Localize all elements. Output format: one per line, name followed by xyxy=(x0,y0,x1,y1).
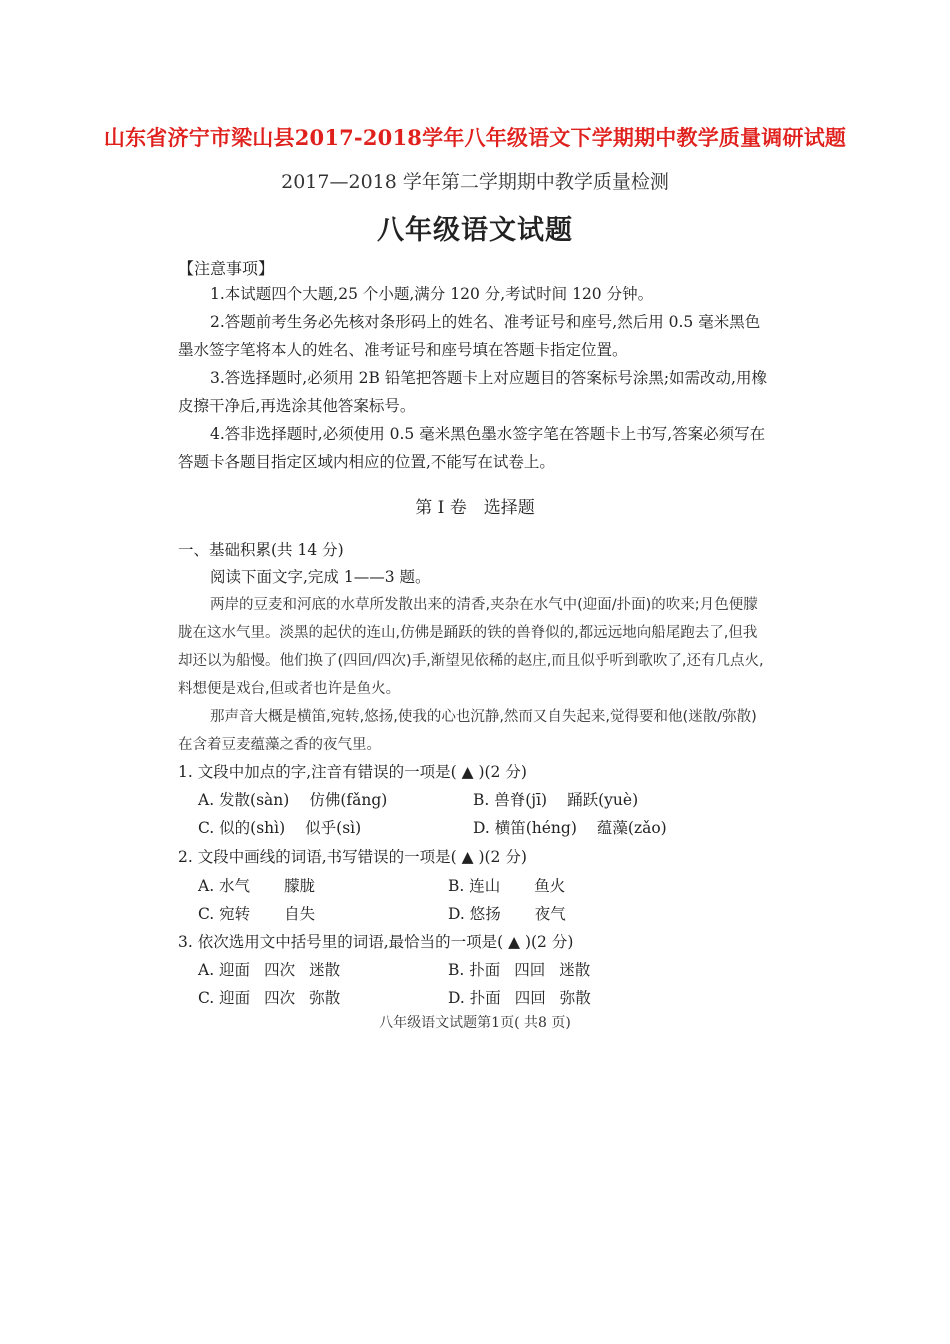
option-d-word-2: 蕴藻(zǎo) xyxy=(596,819,667,837)
option-d-word-1: D. 横笛(héng) xyxy=(473,819,577,837)
option-d-word-1: D. 悠扬 xyxy=(448,905,501,923)
option-a-word-3: 迷散 xyxy=(309,961,341,979)
reading-passage-paragraph-1: 两岸的豆麦和河底的水草所发散出来的清香,夹杂在水气中(迎面/扑面)的吹来;月色便朦胧在这水气里。淡黑的起伏的连山,仿佛是踊跃的铁的兽脊似的,都远远地向船尾跑去了,但我却还以为船慢。他们换了(四回/四次)手,渐望见依稀的赵庄,而且似乎听到歌吹了,还有几点火,料想便是戏台,但或者也许是鱼火。 xyxy=(178,597,764,697)
option-b-word-2: 鱼火 xyxy=(534,877,566,895)
question-2-option-a xyxy=(198,874,315,896)
part-heading: 一、基础积累(共 14 分) xyxy=(178,541,344,559)
option-a-word-2: 仿佛(fǎng) xyxy=(309,791,388,809)
question-3-option-b xyxy=(448,958,590,980)
notice-item-2: 2.答题前考生务必先核对条形码上的姓名、准考证号和座号,然后用 0.5 毫米黑色墨水签字笔将本人的姓名、准考证号和座号填在答题卡指定位置。 xyxy=(178,313,761,359)
option-c-word-2: 自失 xyxy=(284,905,316,923)
question-2-option-d xyxy=(448,902,566,924)
option-c-word-3: 弥散 xyxy=(309,989,341,1007)
option-d-word-1: D. 扑面 xyxy=(448,989,501,1007)
option-c-word-1: C. 迎面 xyxy=(198,989,251,1007)
question-1-option-a xyxy=(198,788,387,810)
question-1-option-b xyxy=(473,788,638,810)
option-b-word-2: 四回 xyxy=(514,961,546,979)
page-footer: 八年级语文试题第1页( 共8 页) xyxy=(379,1015,571,1031)
question-3-option-d xyxy=(448,986,591,1008)
question-1-stem: 1. 文段中加点的字,注音有错误的一项是( ▲ )(2 分) xyxy=(178,763,527,781)
option-b-word-3: 迷散 xyxy=(559,961,591,979)
option-d-word-2: 四回 xyxy=(514,989,546,1007)
option-c-word-2: 似乎(sì) xyxy=(305,819,362,837)
option-a-word-1: A. 发散(sàn) xyxy=(198,791,290,809)
option-d-word-2: 夜气 xyxy=(534,905,566,923)
option-a-word-2: 朦胧 xyxy=(284,877,316,895)
option-c-word-1: C. 宛转 xyxy=(198,905,251,923)
reading-instruction: 阅读下面文字,完成 1——3 题。 xyxy=(210,568,431,586)
option-a-word-2: 四次 xyxy=(264,961,296,979)
option-a-word-1: A. 迎面 xyxy=(198,961,251,979)
option-b-word-1: B. 扑面 xyxy=(448,961,501,979)
option-b-word-2: 踊跃(yuè) xyxy=(567,791,639,809)
notice-heading: 【注意事项】 xyxy=(178,259,275,278)
exam-session-subtitle: 2017—2018 学年第二学期期中教学质量检测 xyxy=(281,171,669,193)
question-3-option-a xyxy=(198,958,340,980)
question-2-option-b xyxy=(448,874,565,896)
question-3-option-c xyxy=(198,986,340,1008)
notice-item-4: 4.答非选择题时,必须使用 0.5 毫米黑色墨水签字笔在答题卡上书写,答案必须写在答题卡各题目指定区域内相应的位置,不能写在试卷上。 xyxy=(178,425,766,471)
option-b-word-1: B. 兽脊(jī) xyxy=(473,791,548,809)
reading-passage-paragraph-2: 那声音大概是横笛,宛转,悠扬,使我的心也沉静,然而又自失起来,觉得要和他(迷散/弥散)在含着豆麦蕴藻之香的夜气里。 xyxy=(178,709,757,753)
notice-item-3: 3.答选择题时,必须用 2B 铅笔把答题卡上对应题目的答案标号涂黑;如需改动,用橡皮擦干净后,再选涂其他答案标号。 xyxy=(178,369,767,415)
section-title: 第 Ⅰ 卷 选择题 xyxy=(415,498,535,518)
question-1-option-c xyxy=(198,816,361,838)
option-c-word-2: 四次 xyxy=(264,989,296,1007)
notice-item-1: 1.本试题四个大题,25 个小题,满分 120 分,考试时间 120 分钟。 xyxy=(210,285,654,303)
option-d-word-3: 弥散 xyxy=(559,989,591,1007)
question-2-option-c xyxy=(198,902,315,924)
option-b-word-1: B. 连山 xyxy=(448,877,501,895)
question-3-stem: 3. 依次选用文中括号里的词语,最恰当的一项是( ▲ )(2 分) xyxy=(178,933,574,951)
document-source-title: 山东省济宁市梁山县2017-2018学年八年级语文下学期期中教学质量调研试题 xyxy=(103,125,847,150)
option-c-word-1: C. 似的(shì) xyxy=(198,819,286,837)
question-2-stem: 2. 文段中画线的词语,书写错误的一项是( ▲ )(2 分) xyxy=(178,848,527,866)
option-a-word-1: A. 水气 xyxy=(198,877,251,895)
question-1-option-d xyxy=(473,816,667,838)
exam-main-title: 八年级语文试题 xyxy=(377,215,573,246)
